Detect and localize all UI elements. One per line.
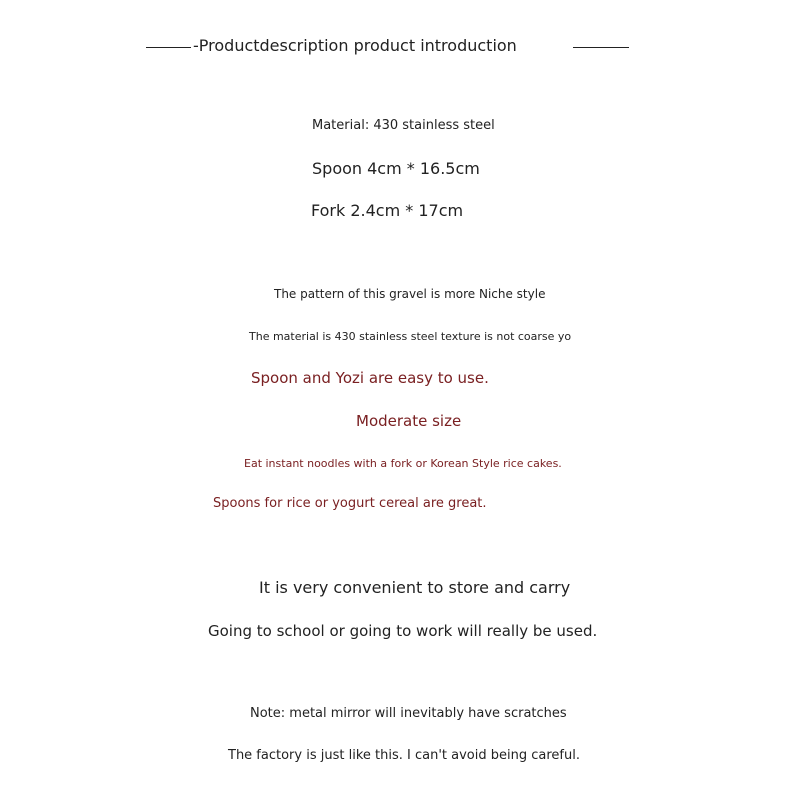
moderate-size-text: Moderate size <box>356 412 462 430</box>
scratches-note: Note: metal mirror will inevitably have scratches <box>250 706 567 721</box>
texture-text: The material is 430 stainless steel texture is not coarse yo <box>249 330 572 343</box>
school-work-text: Going to school or going to work will really be used. <box>208 622 598 640</box>
header-line-left <box>146 47 191 48</box>
store-carry-text: It is very convenient to store and carry <box>259 578 571 597</box>
section-title: -Productdescription product introduction <box>193 36 517 55</box>
spoon-spec: Spoon 4cm * 16.5cm <box>312 159 480 178</box>
fork-spec: Fork 2.4cm * 17cm <box>311 201 464 220</box>
rice-text: Spoons for rice or yogurt cereal are great. <box>213 496 487 511</box>
header-line-right <box>573 47 629 48</box>
factory-note: The factory is just like this. I can't avoid being careful. <box>228 748 580 763</box>
pattern-text: The pattern of this gravel is more Niche style <box>274 287 546 301</box>
noodles-text: Eat instant noodles with a fork or Korean Style rice cakes. <box>244 457 562 470</box>
easy-to-use-text: Spoon and Yozi are easy to use. <box>251 369 489 387</box>
material-spec: Material: 430 stainless steel <box>312 118 495 133</box>
